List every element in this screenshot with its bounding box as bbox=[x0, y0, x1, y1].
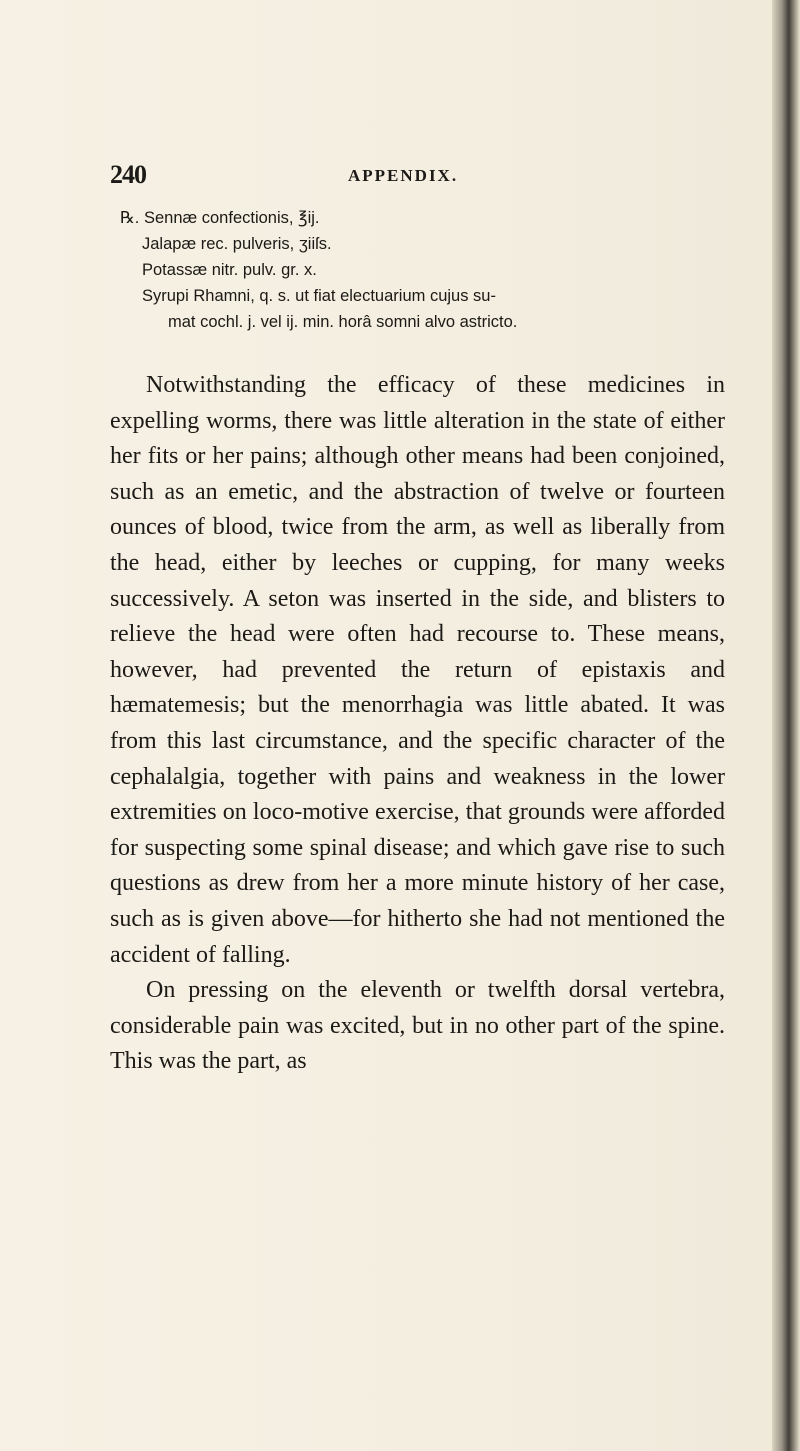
page-header bbox=[110, 160, 710, 190]
prescription-line: Syrupi Rhamni, q. s. ut fiat electuarium cujus su- bbox=[142, 287, 496, 305]
prescription-block bbox=[120, 205, 730, 335]
paragraph: Notwithstanding the efficacy of these medicines in expelling worms, there was little alteration in the state of either her fits or her pains; although other means had been conjoined, such as an emetic, and the abstraction of twelve or fourteen ounces of blood, twice from the arm, as well as liberally from the head, either by leeches or cupping, for many weeks successively. A seton was inserted in the side, and blisters to relieve the head were often had recourse to. These means, however, had prevented the return of epistaxis and hæmatemesis; but the menorrhagia was little abated. It was from this last circumstance, and the specific character of the cephalalgia, together with pains and weakness in the lower extremities on loco-motive exercise, that grounds were afforded for suspecting some spinal disease; and which gave rise to such questions as drew from her a more minute history of her case, such as is given above—for hitherto she had not mentioned the accident of falling. bbox=[110, 372, 725, 968]
page-number: 240 bbox=[110, 160, 146, 189]
page-edge-shadow bbox=[772, 0, 800, 1451]
paragraph: On pressing on the eleventh or twelfth dorsal vertebra, considerable pain was excited, but in no other part of the spine. This was the part, as bbox=[110, 977, 725, 1075]
running-head: APPENDIX. bbox=[348, 166, 459, 185]
prescription-line: Jalapæ rec. pulveris, ʒiiſs. bbox=[142, 235, 332, 253]
prescription-line: Potassæ nitr. pulv. gr. x. bbox=[142, 261, 317, 279]
prescription-line: ℞. Sennæ confectionis, ℥ij. bbox=[120, 209, 320, 227]
prescription-line: mat cochl. j. vel ij. min. horâ somni alvo astricto. bbox=[168, 313, 518, 331]
body-text bbox=[110, 368, 725, 1080]
